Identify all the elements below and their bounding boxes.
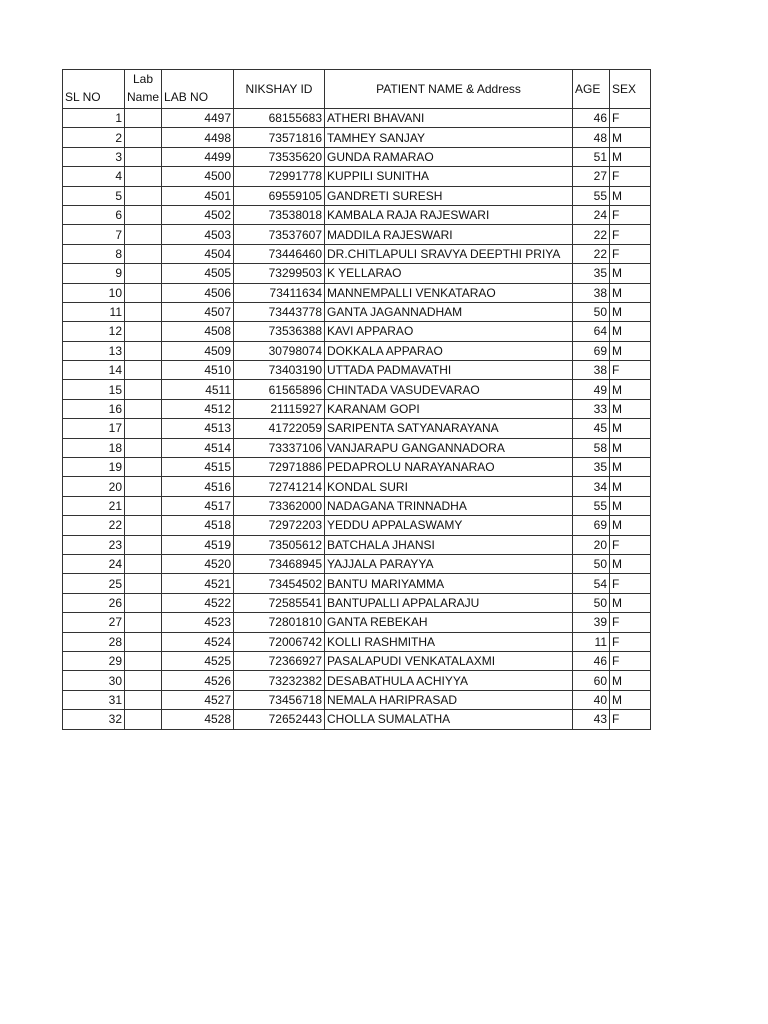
cell-lab-name: [125, 574, 162, 593]
cell-age: 38: [573, 283, 610, 302]
cell-patient-name: YAJJALA PARAYYA: [325, 554, 573, 573]
cell-lab-name: [125, 264, 162, 283]
header-nikshay-id: NIKSHAY ID: [234, 70, 325, 109]
cell-lab-name: [125, 341, 162, 360]
cell-sex: M: [610, 128, 651, 147]
cell-lab-name: [125, 109, 162, 128]
cell-lab-no: 4507: [162, 302, 234, 321]
cell-sex: M: [610, 302, 651, 321]
cell-patient-name: GANDRETI SURESH: [325, 186, 573, 205]
cell-age: 45: [573, 419, 610, 438]
cell-patient-name: KAMBALA RAJA RAJESWARI: [325, 205, 573, 224]
table-row: [63, 419, 651, 438]
cell-sex: M: [610, 477, 651, 496]
table-row: [63, 380, 651, 399]
cell-patient-name: UTTADA PADMAVATHI: [325, 361, 573, 380]
cell-nikshay-id: 73403190: [234, 361, 325, 380]
cell-age: 50: [573, 593, 610, 612]
cell-age: 43: [573, 710, 610, 729]
table-row: [63, 632, 651, 651]
cell-lab-no: 4499: [162, 147, 234, 166]
cell-sex: M: [610, 458, 651, 477]
cell-sl-no: 19: [63, 458, 125, 477]
cell-patient-name: SARIPENTA SATYANARAYANA: [325, 419, 573, 438]
cell-age: 38: [573, 361, 610, 380]
cell-sl-no: 11: [63, 302, 125, 321]
cell-nikshay-id: 68155683: [234, 109, 325, 128]
table-body: [63, 109, 651, 730]
cell-lab-no: 4521: [162, 574, 234, 593]
cell-sex: M: [610, 264, 651, 283]
cell-patient-name: DR.CHITLAPULI SRAVYA DEEPTHI PRIYA: [325, 244, 573, 263]
cell-sl-no: 14: [63, 361, 125, 380]
cell-lab-no: 4518: [162, 516, 234, 535]
cell-patient-name: K YELLARAO: [325, 264, 573, 283]
cell-sex: M: [610, 399, 651, 418]
cell-sex: M: [610, 690, 651, 709]
table-row: [63, 167, 651, 186]
cell-lab-no: 4516: [162, 477, 234, 496]
cell-lab-no: 4517: [162, 496, 234, 515]
cell-patient-name: TAMHEY SANJAY: [325, 128, 573, 147]
cell-age: 24: [573, 205, 610, 224]
cell-lab-no: 4524: [162, 632, 234, 651]
table-row: [63, 205, 651, 224]
cell-sex: M: [610, 438, 651, 457]
cell-patient-name: KAVI APPARAO: [325, 322, 573, 341]
cell-sex: M: [610, 186, 651, 205]
cell-sl-no: 13: [63, 341, 125, 360]
table-row: [63, 477, 651, 496]
cell-patient-name: KOLLI RASHMITHA: [325, 632, 573, 651]
table-row: [63, 109, 651, 128]
table-row: [63, 671, 651, 690]
cell-nikshay-id: 72006742: [234, 632, 325, 651]
cell-lab-no: 4503: [162, 225, 234, 244]
cell-sex: F: [610, 361, 651, 380]
cell-nikshay-id: 30798074: [234, 341, 325, 360]
cell-sl-no: 28: [63, 632, 125, 651]
cell-patient-name: CHOLLA SUMALATHA: [325, 710, 573, 729]
cell-sl-no: 25: [63, 574, 125, 593]
cell-patient-name: YEDDU APPALASWAMY: [325, 516, 573, 535]
cell-sex: F: [610, 225, 651, 244]
table-row: [63, 613, 651, 632]
cell-nikshay-id: 72585541: [234, 593, 325, 612]
cell-age: 39: [573, 613, 610, 632]
header-sex: SEX: [610, 70, 651, 109]
cell-age: 69: [573, 341, 610, 360]
cell-lab-name: [125, 361, 162, 380]
cell-age: 48: [573, 128, 610, 147]
cell-age: 34: [573, 477, 610, 496]
cell-lab-no: 4520: [162, 554, 234, 573]
cell-lab-name: [125, 477, 162, 496]
header-row: [63, 70, 651, 109]
cell-sex: F: [610, 244, 651, 263]
cell-nikshay-id: 73505612: [234, 535, 325, 554]
cell-nikshay-id: 72741214: [234, 477, 325, 496]
cell-sex: F: [610, 205, 651, 224]
cell-sl-no: 20: [63, 477, 125, 496]
cell-patient-name: PEDAPROLU NARAYANARAO: [325, 458, 573, 477]
cell-sex: M: [610, 593, 651, 612]
cell-age: 58: [573, 438, 610, 457]
header-lab-name: Lab Name: [125, 70, 162, 109]
cell-patient-name: NADAGANA TRINNADHA: [325, 496, 573, 515]
cell-age: 20: [573, 535, 610, 554]
cell-sex: F: [610, 613, 651, 632]
cell-lab-no: 4498: [162, 128, 234, 147]
cell-patient-name: BANTUPALLI APPALARAJU: [325, 593, 573, 612]
cell-patient-name: BANTU MARIYAMMA: [325, 574, 573, 593]
cell-patient-name: GANTA JAGANNADHAM: [325, 302, 573, 321]
cell-sl-no: 32: [63, 710, 125, 729]
table-row: [63, 438, 651, 457]
cell-lab-name: [125, 438, 162, 457]
cell-patient-name: CHINTADA VASUDEVARAO: [325, 380, 573, 399]
cell-age: 40: [573, 690, 610, 709]
cell-age: 46: [573, 651, 610, 670]
cell-sl-no: 9: [63, 264, 125, 283]
cell-lab-no: 4512: [162, 399, 234, 418]
header-patient-name: PATIENT NAME & Address: [325, 70, 573, 109]
cell-lab-name: [125, 710, 162, 729]
cell-lab-name: [125, 516, 162, 535]
cell-nikshay-id: 61565896: [234, 380, 325, 399]
cell-sl-no: 31: [63, 690, 125, 709]
table-row: [63, 186, 651, 205]
cell-age: 69: [573, 516, 610, 535]
cell-sex: M: [610, 380, 651, 399]
cell-age: 60: [573, 671, 610, 690]
cell-lab-no: 4506: [162, 283, 234, 302]
cell-patient-name: MANNEMPALLI VENKATARAO: [325, 283, 573, 302]
cell-lab-name: [125, 593, 162, 612]
cell-lab-name: [125, 244, 162, 263]
table-row: [63, 593, 651, 612]
cell-sex: M: [610, 341, 651, 360]
cell-nikshay-id: 73456718: [234, 690, 325, 709]
cell-lab-name: [125, 458, 162, 477]
cell-lab-name: [125, 322, 162, 341]
cell-nikshay-id: 73362000: [234, 496, 325, 515]
cell-age: 54: [573, 574, 610, 593]
cell-age: 27: [573, 167, 610, 186]
cell-lab-no: 4525: [162, 651, 234, 670]
cell-nikshay-id: 72801810: [234, 613, 325, 632]
table-row: [63, 516, 651, 535]
cell-sl-no: 30: [63, 671, 125, 690]
table-row: [63, 554, 651, 573]
cell-nikshay-id: 72972203: [234, 516, 325, 535]
cell-lab-no: 4527: [162, 690, 234, 709]
cell-lab-name: [125, 496, 162, 515]
table-row: [63, 341, 651, 360]
cell-sex: M: [610, 671, 651, 690]
cell-sl-no: 21: [63, 496, 125, 515]
cell-nikshay-id: 21115927: [234, 399, 325, 418]
cell-lab-no: 4504: [162, 244, 234, 263]
cell-nikshay-id: 73571816: [234, 128, 325, 147]
cell-lab-name: [125, 380, 162, 399]
cell-age: 11: [573, 632, 610, 651]
table-row: [63, 322, 651, 341]
cell-sl-no: 7: [63, 225, 125, 244]
cell-nikshay-id: 73337106: [234, 438, 325, 457]
table-row: [63, 302, 651, 321]
cell-lab-no: 4508: [162, 322, 234, 341]
table-row: [63, 147, 651, 166]
cell-lab-name: [125, 128, 162, 147]
table-row: [63, 690, 651, 709]
cell-lab-no: 4515: [162, 458, 234, 477]
cell-lab-name: [125, 613, 162, 632]
table-row: [63, 361, 651, 380]
cell-age: 64: [573, 322, 610, 341]
cell-age: 35: [573, 458, 610, 477]
cell-patient-name: GANTA REBEKAH: [325, 613, 573, 632]
cell-patient-name: DOKKALA APPARAO: [325, 341, 573, 360]
cell-sl-no: 5: [63, 186, 125, 205]
table-row: [63, 225, 651, 244]
cell-sex: M: [610, 147, 651, 166]
cell-lab-no: 4514: [162, 438, 234, 457]
table-row: [63, 710, 651, 729]
cell-sl-no: 12: [63, 322, 125, 341]
cell-sl-no: 10: [63, 283, 125, 302]
header-sl-no: SL NO: [63, 70, 125, 109]
table-row: [63, 244, 651, 263]
cell-lab-name: [125, 399, 162, 418]
cell-patient-name: KARANAM GOPI: [325, 399, 573, 418]
cell-lab-name: [125, 651, 162, 670]
cell-nikshay-id: 73536388: [234, 322, 325, 341]
cell-lab-no: 4502: [162, 205, 234, 224]
cell-sex: M: [610, 419, 651, 438]
cell-age: 22: [573, 244, 610, 263]
table-row: [63, 574, 651, 593]
cell-sl-no: 27: [63, 613, 125, 632]
cell-sl-no: 3: [63, 147, 125, 166]
cell-sex: F: [610, 632, 651, 651]
cell-age: 35: [573, 264, 610, 283]
cell-sex: M: [610, 554, 651, 573]
cell-age: 49: [573, 380, 610, 399]
cell-lab-name: [125, 535, 162, 554]
cell-lab-no: 4526: [162, 671, 234, 690]
cell-lab-no: 4528: [162, 710, 234, 729]
cell-patient-name: VANJARAPU GANGANNADORA: [325, 438, 573, 457]
cell-lab-no: 4519: [162, 535, 234, 554]
cell-nikshay-id: 73411634: [234, 283, 325, 302]
cell-lab-name: [125, 283, 162, 302]
table-row: [63, 128, 651, 147]
cell-age: 22: [573, 225, 610, 244]
cell-nikshay-id: 73454502: [234, 574, 325, 593]
cell-lab-name: [125, 225, 162, 244]
cell-sex: M: [610, 496, 651, 515]
cell-lab-name: [125, 302, 162, 321]
cell-sl-no: 17: [63, 419, 125, 438]
table-row: [63, 535, 651, 554]
cell-age: 46: [573, 109, 610, 128]
cell-nikshay-id: 73537607: [234, 225, 325, 244]
cell-nikshay-id: 73538018: [234, 205, 325, 224]
cell-sl-no: 18: [63, 438, 125, 457]
table-row: [63, 651, 651, 670]
table-row: [63, 264, 651, 283]
cell-nikshay-id: 72652443: [234, 710, 325, 729]
cell-lab-name: [125, 205, 162, 224]
table-row: [63, 458, 651, 477]
cell-lab-no: 4511: [162, 380, 234, 399]
cell-lab-name: [125, 554, 162, 573]
cell-lab-name: [125, 186, 162, 205]
cell-nikshay-id: 73299503: [234, 264, 325, 283]
cell-sl-no: 22: [63, 516, 125, 535]
cell-patient-name: PASALAPUDI VENKATALAXMI: [325, 651, 573, 670]
cell-sl-no: 16: [63, 399, 125, 418]
patient-register-table: [62, 69, 651, 730]
cell-nikshay-id: 72366927: [234, 651, 325, 670]
cell-sl-no: 6: [63, 205, 125, 224]
cell-age: 50: [573, 302, 610, 321]
cell-nikshay-id: 73446460: [234, 244, 325, 263]
header-age: AGE: [573, 70, 610, 109]
cell-lab-name: [125, 690, 162, 709]
cell-sex: F: [610, 574, 651, 593]
cell-sex: M: [610, 516, 651, 535]
cell-sex: M: [610, 283, 651, 302]
cell-lab-no: 4500: [162, 167, 234, 186]
cell-sl-no: 15: [63, 380, 125, 399]
cell-lab-name: [125, 167, 162, 186]
cell-lab-no: 4522: [162, 593, 234, 612]
table-row: [63, 496, 651, 515]
cell-sex: F: [610, 109, 651, 128]
cell-patient-name: KONDAL SURI: [325, 477, 573, 496]
cell-lab-no: 4510: [162, 361, 234, 380]
cell-sl-no: 1: [63, 109, 125, 128]
cell-nikshay-id: 41722059: [234, 419, 325, 438]
cell-sl-no: 24: [63, 554, 125, 573]
cell-sex: M: [610, 322, 651, 341]
table-row: [63, 399, 651, 418]
cell-sex: F: [610, 535, 651, 554]
cell-patient-name: ATHERI BHAVANI: [325, 109, 573, 128]
cell-age: 55: [573, 186, 610, 205]
cell-lab-no: 4509: [162, 341, 234, 360]
cell-sex: F: [610, 651, 651, 670]
cell-sex: F: [610, 167, 651, 186]
cell-sl-no: 4: [63, 167, 125, 186]
cell-age: 50: [573, 554, 610, 573]
cell-age: 55: [573, 496, 610, 515]
cell-nikshay-id: 72991778: [234, 167, 325, 186]
cell-patient-name: DESABATHULA ACHIYYA: [325, 671, 573, 690]
cell-patient-name: NEMALA HARIPRASAD: [325, 690, 573, 709]
cell-age: 51: [573, 147, 610, 166]
cell-lab-no: 4523: [162, 613, 234, 632]
cell-lab-name: [125, 671, 162, 690]
cell-sl-no: 2: [63, 128, 125, 147]
cell-age: 33: [573, 399, 610, 418]
cell-patient-name: KUPPILI SUNITHA: [325, 167, 573, 186]
cell-nikshay-id: 72971886: [234, 458, 325, 477]
cell-patient-name: BATCHALA JHANSI: [325, 535, 573, 554]
table-row: [63, 283, 651, 302]
cell-lab-no: 4513: [162, 419, 234, 438]
cell-patient-name: GUNDA RAMARAO: [325, 147, 573, 166]
cell-sex: F: [610, 710, 651, 729]
cell-sl-no: 26: [63, 593, 125, 612]
cell-sl-no: 8: [63, 244, 125, 263]
cell-nikshay-id: 73468945: [234, 554, 325, 573]
cell-sl-no: 29: [63, 651, 125, 670]
cell-lab-name: [125, 632, 162, 651]
cell-sl-no: 23: [63, 535, 125, 554]
cell-lab-name: [125, 147, 162, 166]
cell-nikshay-id: 73232382: [234, 671, 325, 690]
cell-patient-name: MADDILA RAJESWARI: [325, 225, 573, 244]
cell-lab-no: 4505: [162, 264, 234, 283]
cell-nikshay-id: 73535620: [234, 147, 325, 166]
cell-lab-no: 4497: [162, 109, 234, 128]
cell-nikshay-id: 69559105: [234, 186, 325, 205]
header-lab-no: LAB NO: [162, 70, 234, 109]
cell-lab-name: [125, 419, 162, 438]
cell-nikshay-id: 73443778: [234, 302, 325, 321]
cell-lab-no: 4501: [162, 186, 234, 205]
